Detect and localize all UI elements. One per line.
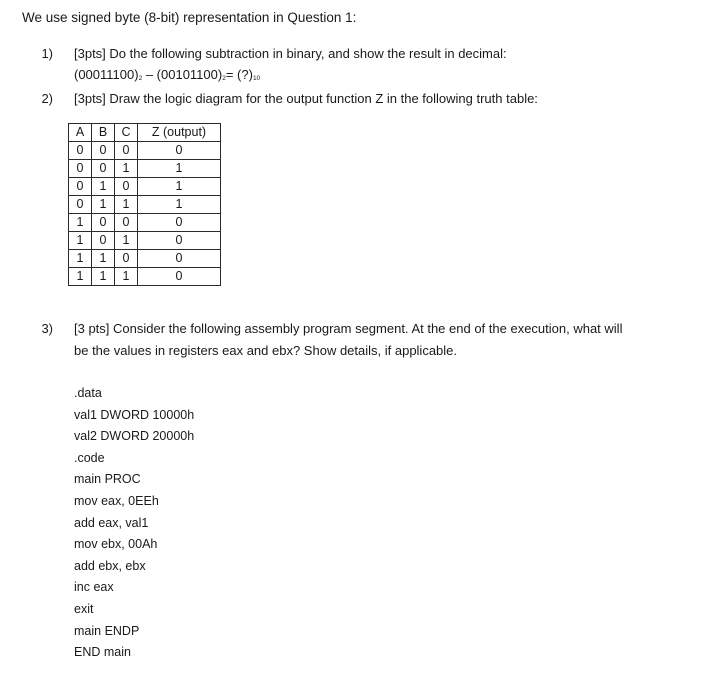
truth-table-cell: 0 [115, 178, 138, 196]
truth-table-row [69, 142, 221, 160]
truth-table [68, 123, 221, 286]
truth-table-cell: 0 [138, 232, 221, 250]
truth-table-cell: 1 [115, 268, 138, 286]
truth-table-cell: 1 [115, 196, 138, 214]
truth-table-header-cell: B [92, 124, 115, 142]
question-2-text: [3pts] Draw the logic diagram for the output function Z in the following truth table: [74, 91, 538, 106]
truth-table-cell: 1 [92, 250, 115, 268]
question-2-number: 2) [41, 91, 53, 106]
truth-table-cell: 0 [92, 232, 115, 250]
truth-table-cell: 1 [115, 160, 138, 178]
truth-table-cell: 1 [92, 196, 115, 214]
code-line: main ENDP [74, 623, 140, 638]
truth-table-cell: 1 [69, 232, 92, 250]
question-1-text: [3pts] Do the following subtraction in binary, and show the result in decimal: [74, 46, 507, 61]
truth-table-cell: 0 [138, 214, 221, 232]
truth-table-cell: 1 [138, 178, 221, 196]
intro-text: We use signed byte (8-bit) representation in Question 1: [22, 10, 357, 25]
code-line: inc eax [74, 580, 114, 595]
operand-1-base: 2 [138, 75, 143, 82]
truth-table-row [69, 160, 221, 178]
truth-table-cell: 1 [138, 196, 221, 214]
truth-table-row [69, 178, 221, 196]
truth-table-cell: 0 [92, 214, 115, 232]
question-1-expression [74, 67, 260, 83]
truth-table-row [69, 268, 221, 286]
truth-table-cell: 0 [115, 250, 138, 268]
truth-table-cell: 1 [92, 178, 115, 196]
truth-table-row [69, 196, 221, 214]
truth-table-cell: 0 [92, 160, 115, 178]
question-3-number: 3) [41, 321, 53, 336]
truth-table-cell: 0 [138, 250, 221, 268]
code-line: add ebx, ebx [74, 558, 146, 573]
truth-table-cell: 0 [115, 214, 138, 232]
minus-sign: – [142, 67, 157, 82]
code-line: val1 DWORD 10000h [74, 407, 195, 422]
truth-table-cell: 0 [69, 160, 92, 178]
code-line: exit [74, 601, 94, 616]
truth-table-cell: 0 [138, 268, 221, 286]
truth-table-cell: 0 [69, 142, 92, 160]
truth-table-cell: 1 [138, 160, 221, 178]
truth-table-cell: 1 [69, 250, 92, 268]
truth-table-header-cell: A [69, 124, 92, 142]
truth-table-header [69, 124, 221, 142]
operand-1: (00011100) [74, 67, 139, 82]
truth-table-cell: 1 [115, 232, 138, 250]
truth-table-cell: 0 [69, 196, 92, 214]
result-base: 10 [252, 75, 261, 82]
truth-table-header-cell: Z (output) [138, 124, 221, 142]
code-line: mov eax, 0EEh [74, 493, 159, 508]
truth-table-row [69, 232, 221, 250]
question-3-text-line-1: [3 pts] Consider the following assembly program segment. At the end of the execution, what will [74, 321, 623, 336]
code-line: mov ebx, 00Ah [74, 537, 158, 552]
truth-table-cell: 0 [92, 142, 115, 160]
truth-table-cell: 0 [138, 142, 221, 160]
truth-table-header-cell: C [115, 124, 138, 142]
truth-table-row [69, 214, 221, 232]
code-line: END main [74, 645, 131, 660]
code-line: val2 DWORD 20000h [74, 429, 195, 444]
truth-table-cell: 0 [115, 142, 138, 160]
truth-table-row [69, 250, 221, 268]
operand-2-base: 2 [222, 75, 226, 82]
code-line: .code [74, 450, 105, 465]
code-line: .data [74, 386, 102, 400]
code-line: add eax, val1 [74, 515, 149, 530]
truth-table-cell: 1 [92, 268, 115, 286]
code-line: main PROC [74, 472, 141, 487]
operand-2: (00101100) [156, 67, 223, 82]
equals-result: = (?) [225, 67, 253, 82]
truth-table-cell: 1 [69, 214, 92, 232]
question-3-text-line-2: be the values in registers eax and ebx? Show details, if applicable. [74, 343, 458, 358]
question-1-number: 1) [41, 46, 53, 61]
assembly-code [74, 383, 194, 664]
truth-table-cell: 0 [69, 178, 92, 196]
truth-table-cell: 1 [69, 268, 92, 286]
